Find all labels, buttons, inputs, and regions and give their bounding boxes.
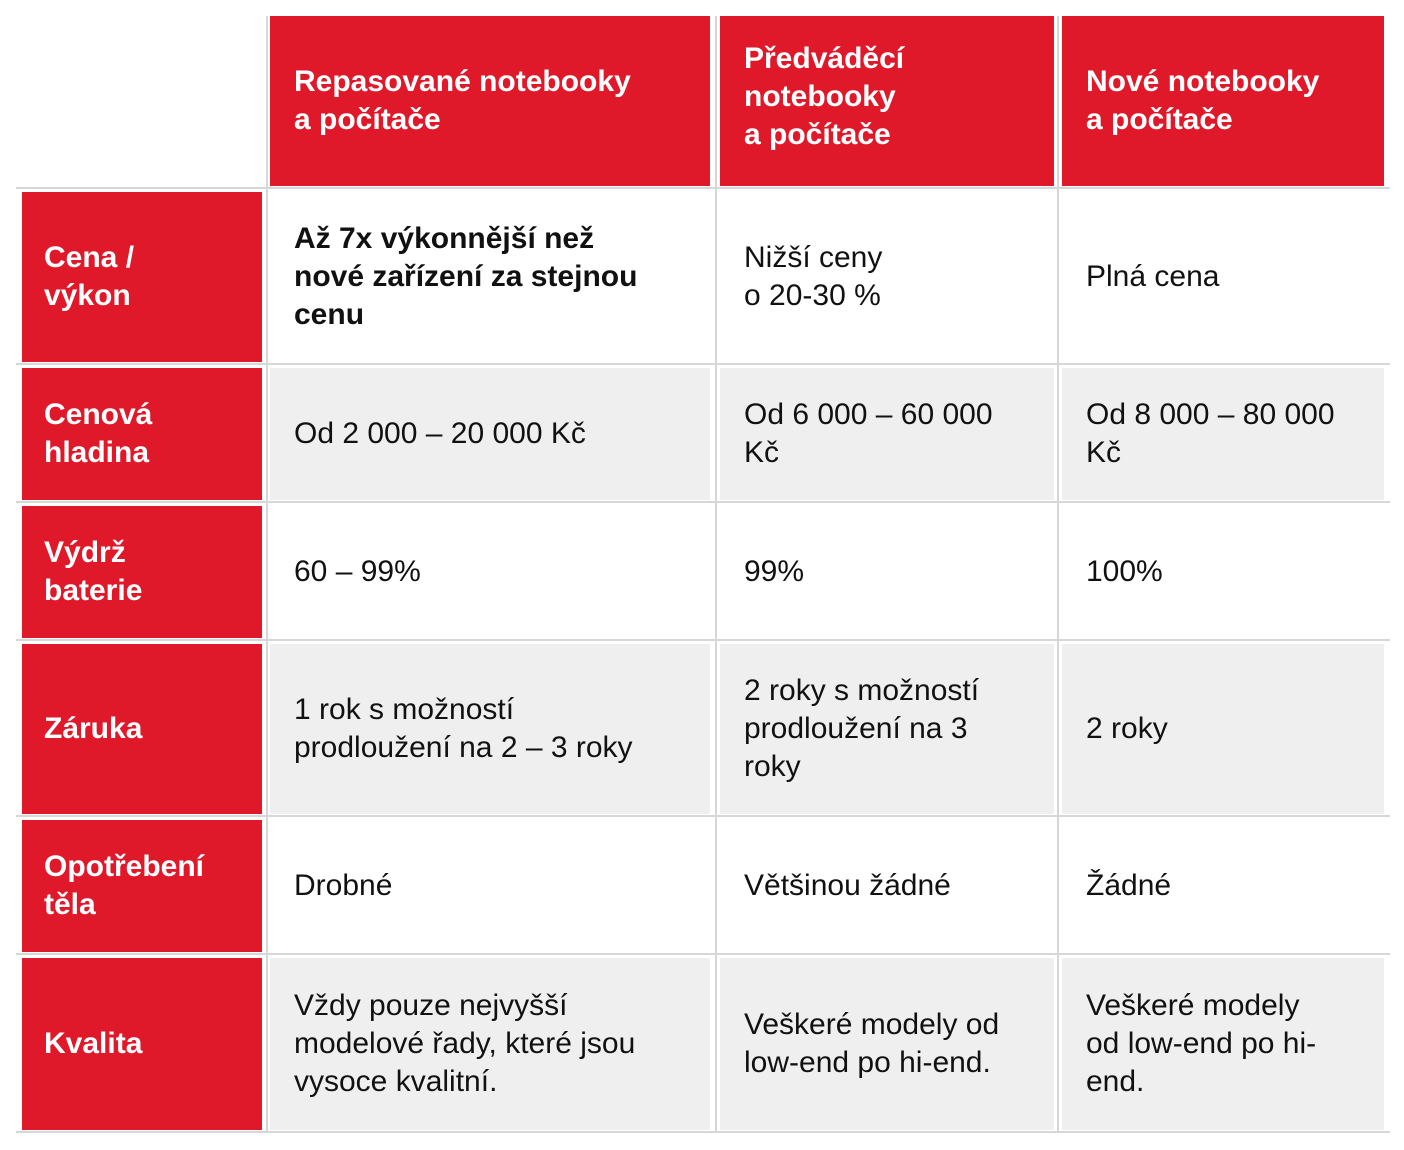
cell-text: 2 roky s možností prodloužení na 3 roky [744, 674, 980, 783]
row-header-body-wear [22, 820, 262, 952]
table-cell [720, 192, 1054, 362]
table-cell [1062, 820, 1384, 952]
table-cell [270, 506, 710, 638]
cell-text: Nižší ceny o 20-30 % [744, 241, 883, 312]
row-header-price-level [22, 368, 262, 500]
row-header-label: Opotřebení těla [44, 850, 205, 921]
table-cell [1062, 368, 1384, 500]
divider [16, 187, 1390, 189]
table-cell [1062, 644, 1384, 814]
table-cell [270, 644, 710, 814]
divider [16, 953, 1390, 955]
cell-text: Veškeré modely od low-end po hi- end. [1086, 989, 1317, 1098]
table-cell [270, 192, 710, 362]
column-header-new [1062, 16, 1384, 186]
row-header-label: Kvalita [44, 1027, 143, 1060]
cell-text: Až 7x výkonnější než nové zařízení za stejnou cenu [294, 222, 638, 331]
table-cell [270, 368, 710, 500]
table-cell [720, 644, 1054, 814]
row-header-quality [22, 958, 262, 1130]
row-header-price-performance [22, 192, 262, 362]
cell-text: 99% [744, 555, 805, 588]
row-header-label: Cena / výkon [44, 241, 135, 312]
row-header-warranty [22, 644, 262, 814]
divider [1057, 16, 1059, 1132]
row-header-label: Cenová hladina [44, 398, 153, 469]
divider [16, 1131, 1390, 1133]
cell-text: Od 8 000 – 80 000 Kč [1086, 398, 1335, 469]
cell-text: 100% [1086, 555, 1163, 588]
table-cell [720, 506, 1054, 638]
divider [16, 363, 1390, 365]
cell-text: Od 6 000 – 60 000 Kč [744, 398, 993, 469]
table-cell [720, 368, 1054, 500]
column-header-label: Repasované notebooky a počítače [294, 65, 631, 136]
cell-text: 60 – 99% [294, 555, 421, 588]
row-header-label: Záruka [44, 712, 143, 745]
cell-text: Veškeré modely od low-end po hi-end. [744, 1008, 1000, 1079]
divider [16, 815, 1390, 817]
cell-text: 1 rok s možností prodloužení na 2 – 3 roky [294, 693, 633, 764]
column-header-label: Nové notebooky a počítače [1086, 65, 1320, 136]
table-cell [1062, 958, 1384, 1130]
cell-text: 2 roky [1086, 712, 1168, 745]
divider [16, 501, 1390, 503]
cell-text: Vždy pouze nejvyšší modelové řady, které jsou vysoce kvalitní. [294, 989, 636, 1098]
cell-text: Drobné [294, 869, 393, 902]
cell-text: Plná cena [1086, 260, 1220, 293]
cell-text: Žádné [1086, 869, 1172, 902]
divider [715, 16, 717, 1132]
column-header-refurbished [270, 16, 710, 186]
row-header-label: Výdrž baterie [44, 536, 143, 607]
divider [16, 639, 1390, 641]
table-cell [720, 820, 1054, 952]
cell-text: Od 2 000 – 20 000 Kč [294, 417, 586, 450]
table-cell [1062, 192, 1384, 362]
column-header-label: Předváděcí notebooky a počítače [744, 42, 905, 151]
table-cell [720, 958, 1054, 1130]
table-cell [270, 820, 710, 952]
table-cell [1062, 506, 1384, 638]
column-header-demo [720, 16, 1054, 186]
cell-text: Většinou žádné [744, 869, 951, 902]
divider [266, 16, 268, 1132]
row-header-battery-life [22, 506, 262, 638]
table-cell [270, 958, 710, 1130]
